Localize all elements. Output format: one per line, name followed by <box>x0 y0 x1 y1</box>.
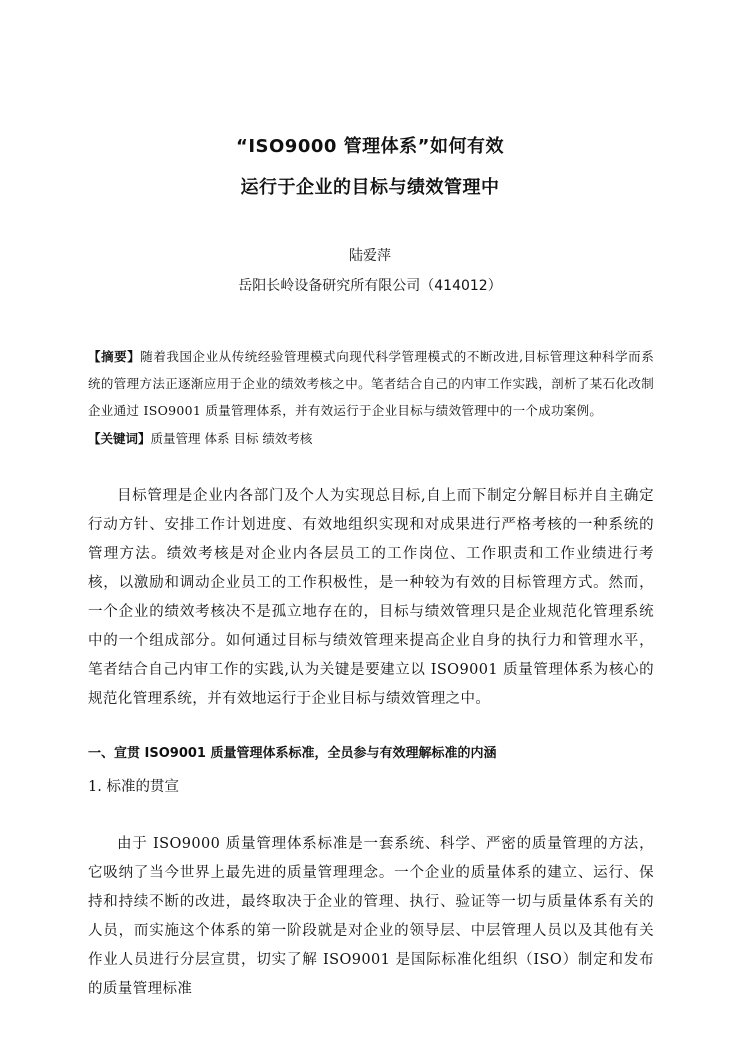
abstract-label: 【摘要】 <box>88 349 141 364</box>
subsection-1-paragraph: 由于 ISO9000 质量管理体系标准是一套系统、科学、严密的质量管理的方法，它吸纳了当今世界上最先进的质量管理理念。一个企业的质量体系的建立、运行、保持和持续不断的改进，最终取决于企业的管理、执行、验证等一切与质量体系有关的人员，而实施这个体系的第一阶段就是对企业的领导层、中层管理人员以及其他有关作业人员进行分层宣贯，切实了解 ISO9001 是国际标准化组织（ISO）制定和发布的质量管理标准 <box>88 836 654 997</box>
intro-paragraph: 目标管理是企业内各部门及个人为实现总目标,自上而下制定分解目标并自主确定行动方针、安排工作计划进度、有效地组织实现和对成果进行严格考核的一种系统的管理方法。绩效考核是对企业内各层员工的工作岗位、工作职责和工作业绩进行考核，以激励和调动企业员工的工作积极性，是一种较为有效的目标管理方式。然而，一个企业的绩效考核决不是孤立地存在的，目标与绩效管理只是企业规范化管理系统中的一个组成部分。如何通过目标与绩效管理来提高企业自身的执行力和管理水平，笔者结合自己内审工作的实践,认为关键是要建立以 ISO9001 质量管理体系为核心的规范化管理系统，并有效地运行于企业目标与绩效管理之中。 <box>88 488 654 707</box>
paper-title-line-2: 运行于企业的目标与绩效管理中 <box>240 177 500 198</box>
keywords-block <box>88 425 654 452</box>
author-name: 陆爱萍 <box>349 248 391 264</box>
abstract-text: 随着我国企业从传统经验管理模式向现代科学管理模式的不断改进,目标管理这种科学而系统的管理方法正逐渐应用于企业的绩效考核之中。笔者结合自己的内审工作实践，剖析了某石化改制企业通过 ISO9001 质量管理体系，并有效运行于企业目标与绩效管理中的一个成功案例。 <box>88 349 655 418</box>
section-heading-1: 一、宣贯 ISO9001 质量管理体系标准，全员参与有效理解标准的内涵 <box>88 746 497 761</box>
subsection-heading-1: 1. 标准的贯宣 <box>88 779 179 795</box>
abstract-block <box>88 343 654 424</box>
paper-title-line-1: “ISO9000 管理体系”如何有效 <box>236 136 504 157</box>
author-affiliation: 岳阳长岭设备研究所有限公司（414012） <box>238 278 502 294</box>
keywords-text: 质量管理 体系 目标 绩效考核 <box>150 431 313 446</box>
keywords-label: 【关键词】 <box>88 431 151 446</box>
